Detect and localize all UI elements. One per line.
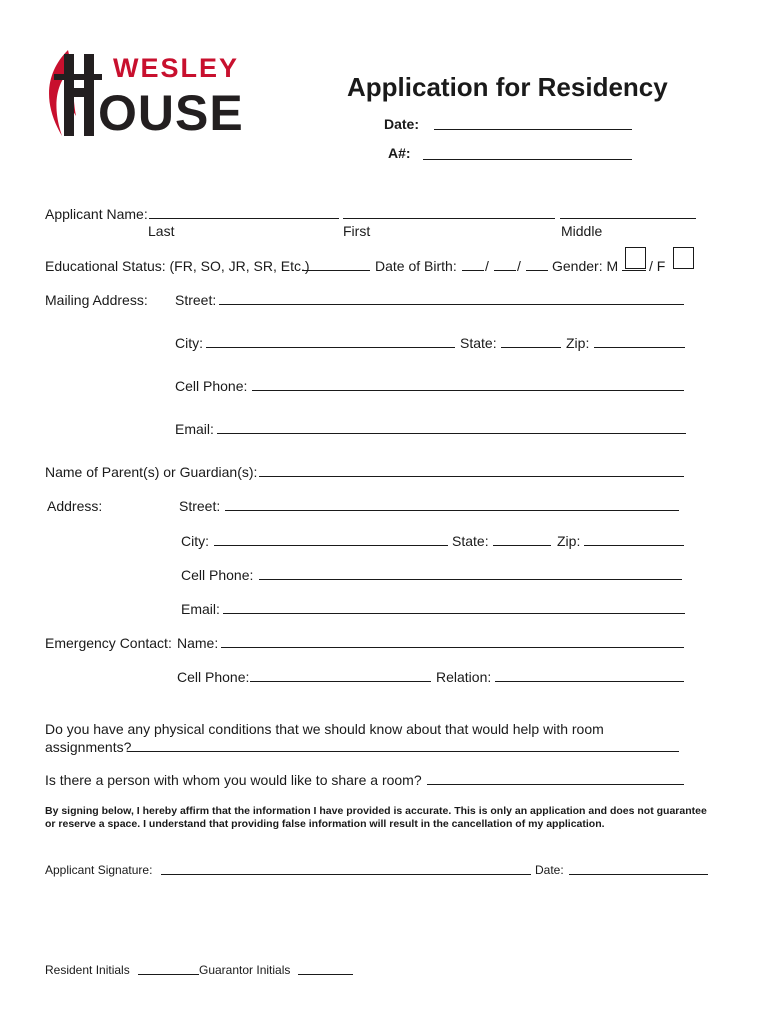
- guardian-state-label: State:: [452, 533, 489, 549]
- emergency-cell-field[interactable]: [250, 681, 431, 682]
- guardian-zip-field[interactable]: [584, 545, 684, 546]
- mailing-street-field[interactable]: [219, 304, 684, 305]
- gender-m-underline: [622, 270, 646, 271]
- guardian-email-field[interactable]: [223, 613, 685, 614]
- dob-sep-2: /: [517, 258, 521, 274]
- mailing-city-field[interactable]: [206, 347, 455, 348]
- mailing-street-label: Street:: [175, 292, 217, 308]
- applicant-name-label: Applicant Name:: [45, 206, 148, 222]
- logo-word-wesley: WESLEY: [113, 53, 240, 83]
- signature-date-field[interactable]: [569, 874, 708, 875]
- disclaimer-line-1: By signing below, I hereby affirm that the information I have provided is accurate. This is only an application and does not guarantee: [45, 805, 707, 817]
- guardian-name-label: Name of Parent(s) or Guardian(s):: [45, 464, 258, 480]
- gender-f-checkbox[interactable]: [673, 247, 694, 269]
- last-caption: Last: [148, 223, 175, 239]
- guardian-cell-field[interactable]: [259, 579, 682, 580]
- emergency-cell-label: Cell Phone:: [177, 669, 250, 685]
- guardian-zip-label: Zip:: [557, 533, 581, 549]
- dob-sep-1: /: [485, 258, 489, 274]
- mailing-address-label: Mailing Address:: [45, 292, 148, 308]
- middle-name-field[interactable]: [560, 218, 696, 219]
- date-label: Date:: [384, 116, 420, 132]
- logo-word-ouse: OUSE: [98, 85, 244, 141]
- applicant-cell-field[interactable]: [252, 390, 684, 391]
- dob-year-field[interactable]: [526, 270, 548, 271]
- gender-m-checkbox[interactable]: [625, 247, 646, 269]
- applicant-email-field[interactable]: [217, 433, 686, 434]
- guardian-state-field[interactable]: [493, 545, 551, 546]
- emergency-contact-label: Emergency Contact:: [45, 635, 172, 651]
- physical-conditions-question: Do you have any physical conditions that we should know about that would help with room: [45, 721, 604, 737]
- guardian-street-label: Street:: [179, 498, 221, 514]
- educational-status-label: Educational Status: (FR, SO, JR, SR, Etc.): [45, 258, 310, 274]
- first-name-field[interactable]: [343, 218, 555, 219]
- mailing-zip-label: Zip:: [566, 335, 590, 351]
- educational-status-field[interactable]: [302, 270, 370, 271]
- physical-conditions-question-cont: assignments?: [45, 739, 132, 755]
- guardian-email-label: Email:: [181, 601, 220, 617]
- guardian-city-field[interactable]: [214, 545, 448, 546]
- mailing-zip-field[interactable]: [594, 347, 685, 348]
- emergency-name-label: Name:: [177, 635, 219, 651]
- emergency-relation-field[interactable]: [495, 681, 684, 682]
- last-name-field[interactable]: [149, 218, 339, 219]
- dob-day-field[interactable]: [494, 270, 516, 271]
- guardian-address-label: Address:: [47, 498, 103, 514]
- guarantor-initials-field[interactable]: [298, 974, 353, 975]
- emergency-relation-label: Relation:: [436, 669, 492, 685]
- guardian-city-label: City:: [181, 533, 209, 549]
- roommate-question: Is there a person with whom you would like to share a room?: [45, 772, 422, 788]
- guarantor-initials-label: Guarantor Initials: [199, 963, 291, 977]
- physical-conditions-field[interactable]: [128, 751, 679, 752]
- date-field[interactable]: [434, 129, 632, 130]
- emergency-name-field[interactable]: [221, 647, 684, 648]
- applicant-email-label: Email:: [175, 421, 214, 437]
- mailing-state-label: State:: [460, 335, 497, 351]
- roommate-field[interactable]: [427, 784, 684, 785]
- gender-label: Gender: M: [552, 258, 619, 274]
- a-number-field[interactable]: [423, 159, 632, 160]
- dob-month-field[interactable]: [462, 270, 484, 271]
- resident-initials-label: Resident Initials: [45, 963, 130, 977]
- signature-date-label: Date:: [535, 863, 564, 877]
- guardian-street-field[interactable]: [225, 510, 679, 511]
- applicant-cell-label: Cell Phone:: [175, 378, 248, 394]
- page-title: Application for Residency: [347, 72, 668, 102]
- a-number-label: A#:: [388, 145, 411, 161]
- disclaimer-line-2: or reserve a space. I understand that providing false information will result in the cancellation of my application.: [45, 818, 605, 830]
- mailing-state-field[interactable]: [501, 347, 561, 348]
- resident-initials-field[interactable]: [138, 974, 199, 975]
- guardian-cell-label: Cell Phone:: [181, 567, 254, 583]
- dob-label: Date of Birth:: [375, 258, 457, 274]
- gender-separator: / F: [649, 258, 666, 274]
- signature-label: Applicant Signature:: [45, 863, 153, 877]
- signature-field[interactable]: [161, 874, 531, 875]
- mailing-city-label: City:: [175, 335, 203, 351]
- first-caption: First: [343, 223, 371, 239]
- middle-caption: Middle: [561, 223, 603, 239]
- guardian-name-field[interactable]: [259, 476, 684, 477]
- wesley-house-logo: [40, 44, 265, 144]
